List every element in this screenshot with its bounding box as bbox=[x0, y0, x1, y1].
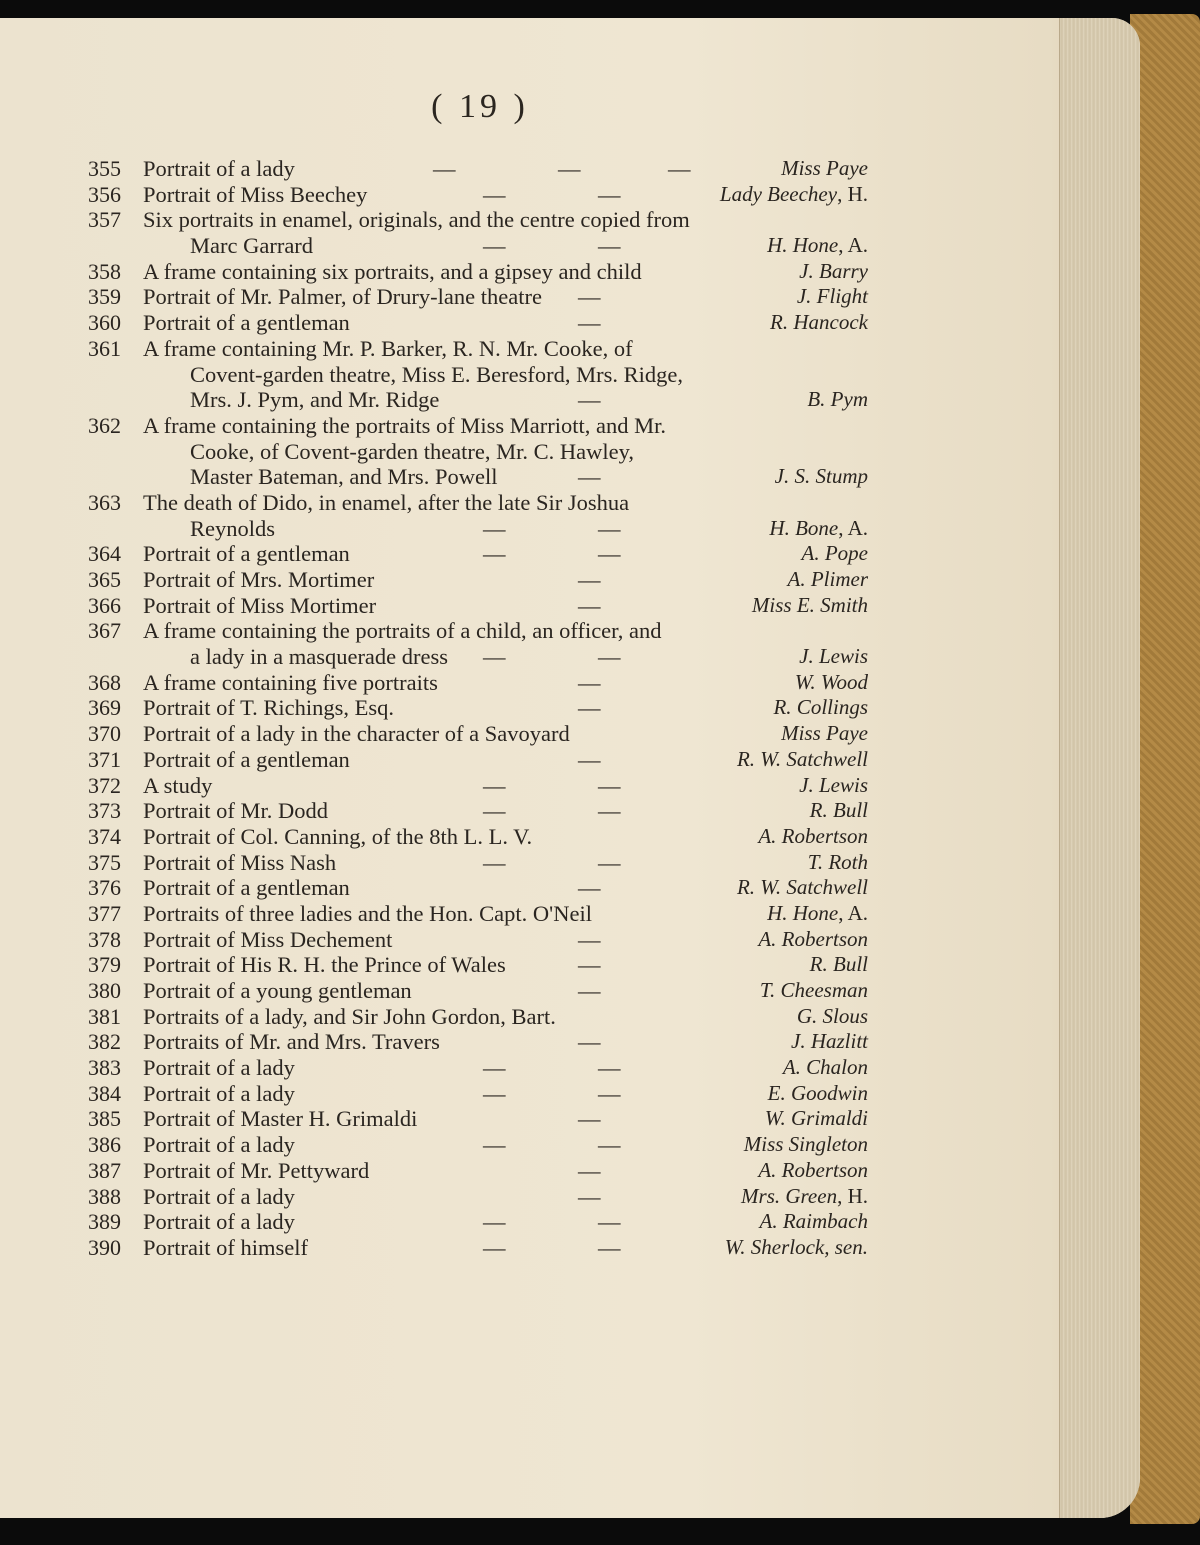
entry-number: 372 bbox=[88, 772, 121, 798]
entry-title: Marc Garrard bbox=[190, 233, 314, 259]
artist-name-text: H. Bone bbox=[769, 515, 839, 540]
artist-name bbox=[781, 156, 868, 182]
leader-dash: — bbox=[598, 541, 621, 567]
artist-name-text: Lady Beechey bbox=[719, 181, 838, 206]
leader-dash: — bbox=[668, 156, 691, 181]
entry-line bbox=[88, 1184, 868, 1210]
entry-number: 368 bbox=[88, 669, 121, 695]
entry-number: 377 bbox=[88, 900, 121, 926]
entry-number: 363 bbox=[88, 489, 121, 515]
leader-dash: — bbox=[483, 181, 506, 207]
entry-number: 382 bbox=[88, 1029, 121, 1055]
artist-name-text: Miss E. Smith bbox=[751, 592, 868, 617]
leader-dash: — bbox=[483, 515, 506, 541]
entry-number: 371 bbox=[88, 746, 121, 772]
artist-suffix: , H. bbox=[837, 1183, 868, 1208]
entry-line bbox=[88, 952, 868, 978]
catalogue-entry bbox=[88, 952, 868, 978]
leader-dash: — bbox=[483, 233, 506, 259]
entry-title: A frame containing the portraits of a child, an officer, and bbox=[143, 618, 662, 644]
entry-line bbox=[88, 541, 868, 567]
entry-line bbox=[88, 284, 868, 310]
leader-dash: — bbox=[598, 772, 621, 798]
leader-dash: — bbox=[598, 849, 621, 875]
artist-name bbox=[767, 901, 868, 927]
entry-number: 370 bbox=[88, 721, 121, 747]
entry-title: Portrait of Col. Canning, of the 8th L. L. V. bbox=[143, 823, 533, 849]
entry-line bbox=[88, 464, 868, 490]
entry-title: a lady in a masquerade dress bbox=[190, 644, 449, 670]
catalogue-entry bbox=[88, 336, 868, 413]
entry-number: 367 bbox=[88, 618, 121, 644]
book-binding bbox=[1130, 14, 1200, 1524]
entry-line bbox=[88, 233, 868, 259]
leader-dash: — bbox=[483, 798, 506, 824]
entry-title: Portrait of a lady in the character of a Savoyard bbox=[143, 721, 570, 747]
artist-name-text: T. Cheesman bbox=[759, 978, 868, 1002]
artist-name-text: R. W. Satchwell bbox=[736, 746, 868, 771]
entry-title: Portrait of a gentleman bbox=[143, 310, 350, 336]
catalogue-entry bbox=[88, 1209, 868, 1235]
leader-dash: — bbox=[483, 1234, 506, 1260]
entry-line bbox=[88, 182, 868, 208]
artist-name-text: A. Robertson bbox=[758, 926, 868, 951]
entry-title: Portrait of Miss Nash bbox=[143, 849, 337, 875]
catalogue-entry bbox=[88, 1184, 868, 1210]
artist-name bbox=[769, 516, 868, 542]
leader-dash: — bbox=[578, 695, 601, 721]
catalogue-entry bbox=[88, 1235, 868, 1261]
leader-dash: — bbox=[598, 1080, 621, 1106]
artist-name-text: R. Hancock bbox=[770, 310, 868, 335]
leader-dash: — bbox=[578, 978, 601, 1003]
catalogue-entry bbox=[88, 670, 868, 696]
catalogue-entry bbox=[88, 284, 868, 310]
entry-title: Portraits of three ladies and the Hon. Capt. O'Neil bbox=[143, 900, 592, 926]
entry-title: Portrait of Mrs. Mortimer bbox=[143, 567, 375, 592]
entry-line bbox=[88, 516, 868, 542]
entry-title: Portrait of a gentleman bbox=[143, 746, 350, 772]
entry-line bbox=[88, 1106, 868, 1132]
entry-title: A frame containing five portraits bbox=[143, 669, 438, 695]
artist-suffix: , A. bbox=[838, 515, 868, 540]
entry-title: Portrait of Mr. Palmer, of Drury-lane theatre bbox=[143, 284, 542, 310]
artist-name bbox=[810, 798, 868, 824]
leader-dash: — bbox=[598, 644, 621, 670]
entry-line bbox=[88, 1158, 868, 1184]
artist-suffix: , A. bbox=[838, 900, 868, 925]
leader-dash: — bbox=[483, 772, 506, 798]
entry-title: Mrs. J. Pym, and Mr. Ridge bbox=[190, 387, 440, 413]
entry-title: A frame containing the portraits of Miss Marriott, and Mr. bbox=[143, 412, 667, 438]
artist-name bbox=[741, 1184, 868, 1210]
artist-name-text: T. Roth bbox=[807, 849, 868, 874]
entry-number: 385 bbox=[88, 1106, 121, 1132]
entry-number: 359 bbox=[88, 284, 121, 310]
catalogue-entry bbox=[88, 490, 868, 541]
entry-line bbox=[88, 618, 868, 644]
entry-line bbox=[88, 747, 868, 773]
leader-dash: — bbox=[598, 1234, 621, 1260]
entry-title: Portrait of a lady bbox=[143, 1183, 295, 1209]
artist-name bbox=[773, 695, 868, 721]
entry-title: Portrait of a young gentleman bbox=[143, 978, 412, 1003]
entry-line bbox=[88, 978, 868, 1004]
entry-line bbox=[88, 490, 868, 516]
artist-name bbox=[775, 464, 868, 490]
artist-name bbox=[737, 875, 868, 901]
entry-line bbox=[88, 439, 868, 465]
artist-name bbox=[768, 1081, 868, 1107]
artist-suffix: , H. bbox=[837, 181, 868, 206]
artist-name-text: R. W. Satchwell bbox=[736, 875, 868, 900]
entry-line bbox=[88, 644, 868, 670]
entry-line bbox=[88, 413, 868, 439]
entry-line bbox=[88, 336, 868, 362]
entry-title: Portrait of a lady bbox=[143, 1055, 295, 1081]
artist-name bbox=[783, 1055, 868, 1081]
catalogue-entry bbox=[88, 1106, 868, 1132]
entry-title: Portrait of Mr. Dodd bbox=[143, 798, 328, 824]
entry-number: 361 bbox=[88, 335, 121, 361]
entry-line bbox=[88, 1029, 868, 1055]
artist-name-text: H. Hone bbox=[767, 233, 839, 258]
artist-name-text: B. Pym bbox=[807, 387, 868, 412]
artist-name-text: J. Hazlitt bbox=[791, 1029, 868, 1054]
artist-name bbox=[797, 1004, 868, 1030]
artist-name bbox=[758, 927, 868, 953]
entry-number: 360 bbox=[88, 310, 121, 336]
entry-title: Portrait of Master H. Grimaldi bbox=[143, 1106, 418, 1132]
entry-number: 388 bbox=[88, 1183, 121, 1209]
artist-name-text: G. Slous bbox=[796, 1003, 868, 1028]
entry-line bbox=[88, 773, 868, 799]
entry-title: Master Bateman, and Mrs. Powell bbox=[190, 464, 498, 490]
entry-title: Portrait of a gentleman bbox=[143, 875, 350, 901]
leader-dash: — bbox=[578, 1183, 601, 1209]
entry-line bbox=[88, 567, 868, 593]
entry-number: 375 bbox=[88, 849, 121, 875]
artist-name bbox=[807, 387, 868, 413]
artist-name bbox=[744, 1132, 868, 1158]
entry-number: 365 bbox=[88, 567, 121, 592]
artist-name bbox=[720, 182, 868, 208]
artist-name-text: H. Hone bbox=[767, 900, 839, 925]
artist-name bbox=[767, 233, 868, 259]
artist-name bbox=[795, 670, 868, 696]
entry-title: A frame containing Mr. P. Barker, R. N. Mr. Cooke, of bbox=[143, 335, 633, 361]
artist-name bbox=[781, 721, 868, 747]
artist-name-text: R. Bull bbox=[809, 798, 868, 823]
entry-number: 376 bbox=[88, 875, 121, 901]
artist-name bbox=[737, 747, 868, 773]
artist-name-text: A. Plimer bbox=[787, 567, 868, 591]
leader-dash: — bbox=[578, 1029, 601, 1055]
leader-dash: — bbox=[483, 644, 506, 670]
entry-number: 364 bbox=[88, 541, 121, 567]
entry-number: 356 bbox=[88, 181, 121, 207]
artist-name-text: R. Bull bbox=[809, 952, 868, 977]
book-page bbox=[0, 18, 1140, 1518]
entry-number: 379 bbox=[88, 952, 121, 978]
leader-dash: — bbox=[483, 1209, 506, 1235]
catalogue-entry bbox=[88, 182, 868, 208]
entry-line bbox=[88, 670, 868, 696]
leader-dash: — bbox=[598, 515, 621, 541]
artist-name bbox=[810, 952, 868, 978]
artist-name-text: A. Robertson bbox=[758, 1157, 868, 1182]
entry-number: 369 bbox=[88, 695, 121, 721]
catalogue-entry bbox=[88, 978, 868, 1004]
entry-title: Portrait of Miss Dechement bbox=[143, 926, 393, 952]
artist-name bbox=[758, 824, 868, 850]
leader-dash: — bbox=[578, 1157, 601, 1183]
entry-line bbox=[88, 387, 868, 413]
entry-line bbox=[88, 1209, 868, 1235]
entry-title: Reynolds bbox=[190, 515, 276, 541]
catalogue-entry bbox=[88, 824, 868, 850]
entry-line bbox=[88, 695, 868, 721]
leader-dash: — bbox=[598, 1209, 621, 1235]
catalogue-entry bbox=[88, 927, 868, 953]
catalogue-entry bbox=[88, 695, 868, 721]
entry-title: Covent-garden theatre, Miss E. Beresford, Mrs. Ridge, bbox=[190, 361, 684, 387]
artist-name-text: J. Flight bbox=[796, 284, 868, 309]
leader-dash: — bbox=[598, 233, 621, 259]
artist-name bbox=[725, 1235, 868, 1261]
catalogue-entry bbox=[88, 721, 868, 747]
entry-line bbox=[88, 362, 868, 388]
leader-dash: — bbox=[483, 849, 506, 875]
catalogue-entry bbox=[88, 773, 868, 799]
leader-dash: — bbox=[578, 592, 601, 618]
artist-name-text: A. Raimbach bbox=[759, 1209, 868, 1234]
entry-title: Portrait of a lady bbox=[143, 156, 295, 181]
entry-line bbox=[88, 259, 868, 285]
artist-name-text: W. Grimaldi bbox=[764, 1106, 868, 1131]
entry-title: A frame containing six portraits, and a gipsey and child bbox=[143, 258, 642, 284]
entry-number: 390 bbox=[88, 1234, 121, 1260]
catalogue-entry bbox=[88, 259, 868, 285]
catalogue-entry bbox=[88, 1055, 868, 1081]
artist-name bbox=[799, 259, 868, 285]
entry-number: 381 bbox=[88, 1003, 121, 1029]
entry-number: 358 bbox=[88, 258, 121, 284]
leader-dash: — bbox=[578, 669, 601, 695]
entry-line bbox=[88, 207, 868, 233]
leader-dash: — bbox=[578, 926, 601, 952]
artist-name bbox=[788, 567, 868, 593]
leader-dash: — bbox=[483, 541, 506, 567]
entry-line bbox=[88, 824, 868, 850]
entry-line bbox=[88, 798, 868, 824]
leader-dash: — bbox=[483, 1080, 506, 1106]
catalogue-entry bbox=[88, 850, 868, 876]
artist-name bbox=[797, 284, 868, 310]
artist-name-text: W. Sherlock, sen. bbox=[724, 1234, 868, 1259]
artist-name bbox=[760, 1209, 868, 1235]
artist-suffix: , A. bbox=[838, 233, 868, 258]
entry-title: Portrait of a lady bbox=[143, 1209, 295, 1235]
page-edges bbox=[1059, 18, 1140, 1518]
catalogue-entry bbox=[88, 567, 868, 593]
catalogue-entry bbox=[88, 413, 868, 490]
entry-line bbox=[88, 901, 868, 927]
catalogue-entry bbox=[88, 875, 868, 901]
catalogue-entry bbox=[88, 747, 868, 773]
entry-title: Portraits of Mr. and Mrs. Travers bbox=[143, 1029, 440, 1055]
entry-line bbox=[88, 310, 868, 336]
artist-name-text: J. S. Stump bbox=[774, 464, 868, 489]
leader-dash: — bbox=[578, 310, 601, 336]
entry-line bbox=[88, 875, 868, 901]
artist-name-text: A. Robertson bbox=[758, 823, 868, 848]
leader-dash: — bbox=[598, 798, 621, 824]
entry-line bbox=[88, 1132, 868, 1158]
catalogue-entry bbox=[88, 1158, 868, 1184]
artist-name-text: J. Barry bbox=[799, 258, 868, 283]
artist-name bbox=[765, 1106, 868, 1132]
artist-name bbox=[760, 978, 868, 1004]
artist-name-text: R. Collings bbox=[773, 695, 868, 720]
catalogue-entry bbox=[88, 1081, 868, 1107]
leader-dash: — bbox=[578, 387, 601, 413]
entry-title: Portrait of Mr. Pettyward bbox=[143, 1157, 370, 1183]
artist-name bbox=[799, 644, 868, 670]
artist-name bbox=[770, 310, 868, 336]
artist-name bbox=[758, 1158, 868, 1184]
catalogue-entry bbox=[88, 207, 868, 258]
entry-title: The death of Dido, in enamel, after the late Sir Joshua bbox=[143, 489, 630, 515]
catalogue-entries bbox=[88, 156, 868, 1261]
entry-number: 355 bbox=[88, 156, 121, 181]
entry-number: 366 bbox=[88, 592, 121, 618]
leader-dash: — bbox=[578, 952, 601, 978]
entry-line bbox=[88, 850, 868, 876]
artist-name bbox=[799, 773, 868, 799]
entry-line bbox=[88, 1081, 868, 1107]
artist-name-text: Miss Singleton bbox=[743, 1132, 868, 1157]
entry-number: 380 bbox=[88, 978, 121, 1003]
entry-number: 374 bbox=[88, 823, 121, 849]
leader-dash: — bbox=[578, 875, 601, 901]
entry-number: 362 bbox=[88, 412, 121, 438]
artist-name-text: J. Lewis bbox=[799, 772, 868, 797]
entry-line bbox=[88, 593, 868, 619]
entry-number: 389 bbox=[88, 1209, 121, 1235]
entry-line bbox=[88, 1055, 868, 1081]
artist-name bbox=[752, 593, 868, 619]
catalogue-entry bbox=[88, 618, 868, 669]
entry-title: Portrait of Miss Beechey bbox=[143, 181, 368, 207]
catalogue-entry bbox=[88, 1132, 868, 1158]
entry-title: Portrait of a lady bbox=[143, 1132, 295, 1158]
leader-dash: — bbox=[578, 746, 601, 772]
entry-number: 373 bbox=[88, 798, 121, 824]
catalogue-entry bbox=[88, 310, 868, 336]
entry-line bbox=[88, 721, 868, 747]
leader-dash: — bbox=[433, 156, 456, 181]
artist-name-text: E. Goodwin bbox=[767, 1080, 868, 1105]
leader-dash: — bbox=[578, 464, 601, 490]
catalogue-entry bbox=[88, 901, 868, 927]
leader-dash: — bbox=[483, 1055, 506, 1081]
artist-name-text: J. Lewis bbox=[799, 644, 868, 669]
catalogue-entry bbox=[88, 798, 868, 824]
artist-name bbox=[791, 1029, 868, 1055]
entry-title: Cooke, of Covent-garden theatre, Mr. C. Hawley, bbox=[190, 438, 635, 464]
catalogue-entry bbox=[88, 541, 868, 567]
entry-title: A study bbox=[143, 772, 213, 798]
leader-dash: — bbox=[598, 1132, 621, 1158]
entry-line bbox=[88, 156, 868, 182]
entry-number: 387 bbox=[88, 1157, 121, 1183]
entry-title: Portrait of Miss Mortimer bbox=[143, 592, 377, 618]
entry-number: 383 bbox=[88, 1055, 121, 1081]
leader-dash: — bbox=[578, 567, 601, 592]
entry-line bbox=[88, 1235, 868, 1261]
entry-title: Portrait of a gentleman bbox=[143, 541, 350, 567]
page-number: ( 19 ) bbox=[431, 88, 529, 125]
entry-title: Portrait of a lady bbox=[143, 1080, 295, 1106]
artist-name-text: A. Pope bbox=[801, 541, 868, 566]
leader-dash: — bbox=[598, 1055, 621, 1081]
artist-name-text: Miss Paye bbox=[781, 721, 868, 746]
leader-dash: — bbox=[558, 156, 581, 181]
catalogue-entry bbox=[88, 156, 868, 182]
entry-title: Portrait of himself bbox=[143, 1234, 308, 1260]
artist-name-text: Miss Paye bbox=[781, 156, 868, 180]
catalogue-entry bbox=[88, 1029, 868, 1055]
catalogue-entry bbox=[88, 593, 868, 619]
entry-number: 357 bbox=[88, 207, 121, 233]
leader-dash: — bbox=[578, 1106, 601, 1132]
entry-title: Portraits of a lady, and Sir John Gordon, Bart. bbox=[143, 1003, 556, 1029]
entry-line bbox=[88, 927, 868, 953]
artist-name bbox=[802, 541, 868, 567]
entry-number: 378 bbox=[88, 926, 121, 952]
leader-dash: — bbox=[598, 181, 621, 207]
artist-name-text: Mrs. Green bbox=[741, 1183, 838, 1208]
catalogue-entry bbox=[88, 1004, 868, 1030]
entry-title: Portrait of T. Richings, Esq. bbox=[143, 695, 395, 721]
artist-name-text: W. Wood bbox=[794, 669, 868, 694]
entry-title: Portrait of His R. H. the Prince of Wales bbox=[143, 952, 506, 978]
entry-number: 386 bbox=[88, 1132, 121, 1158]
artist-name-text: A. Chalon bbox=[782, 1055, 868, 1080]
entry-number: 384 bbox=[88, 1080, 121, 1106]
entry-line bbox=[88, 1004, 868, 1030]
artist-name bbox=[808, 850, 868, 876]
leader-dash: — bbox=[578, 284, 601, 310]
leader-dash: — bbox=[483, 1132, 506, 1158]
entry-title: Six portraits in enamel, originals, and the centre copied from bbox=[143, 207, 690, 233]
